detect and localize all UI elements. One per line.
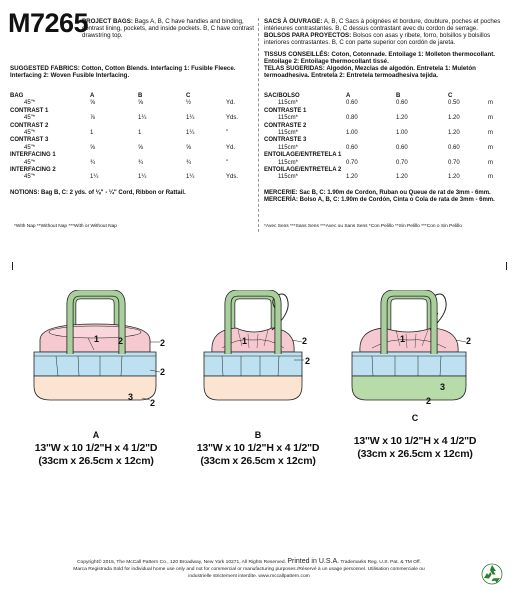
bag-c-label [330, 413, 500, 461]
yardage-metric-table-cell: 0.80 [346, 115, 358, 122]
yardage-en-header-row [10, 93, 250, 100]
crop-mark-left [12, 262, 13, 270]
yardage-metric-table-cell: 1.00 [396, 130, 408, 137]
yardage-en-table-cell: " [226, 159, 229, 166]
yardage-metric-table-row [264, 160, 504, 167]
yardage-en-table-row [10, 145, 250, 152]
yardage-en-table-cell: 1¼ [186, 174, 195, 181]
yardage-en-table-cell: 1¼ [186, 115, 195, 122]
yardage-metric-header-row [264, 93, 504, 100]
yardage-metric-table-cell: m [488, 100, 493, 107]
yardage-table-english [10, 93, 250, 182]
yardage-en-section-row [10, 123, 250, 130]
yardage-metric-table-cell: 1.20 [448, 115, 460, 122]
bag-c-green-bottom [352, 376, 466, 400]
yardage-metric-section-row [264, 167, 504, 174]
yardage-metric-table-cell: 115cm* [278, 144, 298, 151]
merceria-spanish: MERCERÍA: Bolso A, B, C: 1.90m de Cordón, Cinta o Cola de rata de 3mm - 6mm. [264, 197, 495, 203]
footer-line-1 [14, 559, 484, 567]
intro-french-spanish [264, 18, 502, 46]
yardage-metric-table-cell: 0.60 [346, 100, 358, 107]
yardage-en-table-cell: ⅞ [90, 115, 96, 122]
yardage-en-section-label: INTERFACING 1 [10, 152, 56, 159]
intro-english [82, 18, 254, 39]
yardage-metric-section-row [264, 108, 504, 115]
suggested-fabrics-french: TISSUS CONSEILLÉS: Coton, Cotonnade. Entoilage 1: Molleton thermocollant. Entoilage 2: Entoilage thermocollant tissé. [264, 51, 496, 66]
yardage-en-section-label: CONTRAST 2 [10, 122, 49, 129]
yardage-en-table-cell: ⅝ [90, 100, 96, 107]
yardage-en-table-cell: Yds. [226, 115, 239, 122]
bag-a-letter: A [92, 430, 100, 440]
bag-a-dimensions-inches: 13"W x 10 1/2"H x 4 1/2"D [34, 442, 158, 454]
yardage-metric-table-row [264, 145, 504, 152]
yardage-en-table-cell: 45"* [24, 174, 36, 181]
yardage-metric-table-cell: 1.20 [346, 174, 358, 181]
yardage-en-table-row [10, 130, 250, 137]
yardage-table-metric [264, 93, 504, 182]
yardage-metric-section-row [264, 123, 504, 130]
bag-c-callout-2-top: 2 [466, 336, 472, 346]
bag-a-callout-2-bottom: 2 [150, 398, 156, 408]
yardage-metric-header-cell: SAC/BOLSO [264, 93, 300, 99]
yardage-en-table-cell: 45"* [24, 144, 36, 151]
yardage-metric-table-cell: 0.60 [396, 144, 408, 151]
yardage-en-table-cell: ⅝ [186, 144, 192, 151]
yardage-metric-section-label: ENTOILAGE/ENTRETELA 1 [264, 152, 342, 159]
yardage-en-section-row [10, 167, 250, 174]
yardage-en-table-cell: Yds. [226, 174, 239, 181]
bag-b-callout-2-top: 2 [302, 336, 308, 346]
intro-english-title: PROJECT BAGS: [82, 18, 133, 25]
yardage-en-table-cell: ¾ [186, 159, 192, 166]
crop-mark-right [506, 262, 507, 270]
yardage-en-table-cell: Yd. [226, 100, 236, 107]
yardage-metric-table-row [264, 100, 504, 107]
bag-c-illustration [352, 293, 466, 400]
bag-b-dimensions-inches: 13"W x 10 1/2"H x 4 1/2"D [196, 442, 320, 454]
suggested-fabrics-fr-es [264, 51, 506, 79]
yardage-en-table-cell: ½ [186, 100, 192, 107]
yardage-en-table-cell: 45"* [24, 100, 36, 107]
bag-c-callout-2-bottom: 2 [426, 396, 432, 406]
yardage-metric-table-cell: 115cm* [278, 159, 298, 166]
bag-b-label [176, 430, 340, 468]
bag-a-bottom [34, 376, 156, 400]
yardage-en-table-cell: 45"* [24, 159, 36, 166]
yardage-metric-section-label: CONTRASTE 2 [264, 122, 307, 129]
footer-line-2: Marca Registrada Sold for individual home use only and not for commercial or manufacturing purposes./Réservé à un usage personnel. Utilisation commerciale ou [73, 566, 425, 572]
bag-a-callout-2-handle: 2 [118, 336, 124, 346]
yardage-en-table-cell: 1¼ [186, 130, 195, 137]
copyright-footer [14, 559, 484, 580]
bag-c-callout-3: 3 [440, 382, 446, 392]
yardage-en-table-cell: 45"* [24, 115, 36, 122]
yardage-metric-header-cell: B [396, 93, 401, 99]
yardage-metric-table-row [264, 115, 504, 122]
yardage-metric-header-cell [488, 93, 504, 100]
yardage-metric-header-cell: A [346, 93, 351, 99]
yardage-en-table-cell: 1 [90, 130, 94, 137]
yardage-en-table-cell: Yd. [226, 144, 236, 151]
yardage-en-table-cell: 1¼ [138, 115, 147, 122]
yardage-metric-table-row [264, 174, 504, 181]
yardage-metric-section-label: ENTOILAGE/ENTRETELA 2 [264, 167, 342, 174]
intro-french-title: SACS À OUVRAGE: [264, 18, 323, 25]
yardage-en-section-label: INTERFACING 2 [10, 167, 56, 174]
suggested-fabrics-english: SUGGESTED FABRICS: Cotton, Cotton Blends. Interfacing 1: Fusible Fleece. Interfacing 2: Woven Fusible Interfacing. [10, 65, 236, 80]
yardage-en-table-cell: ¾ [90, 159, 96, 166]
yardage-en-table-row [10, 115, 250, 122]
yardage-metric-table-cell: 0.50 [448, 100, 460, 107]
yardage-en-header-cell: C [186, 93, 191, 99]
yardage-en-table-cell: 1¼ [90, 174, 99, 181]
yardage-en-header-cell [226, 93, 250, 100]
yardage-metric-table-cell: 1.20 [396, 115, 408, 122]
yardage-metric-table-cell: 1.20 [448, 130, 460, 137]
yardage-metric-table-cell: 0.70 [396, 159, 408, 166]
yardage-metric-table-cell: 115cm* [278, 115, 298, 122]
bag-c-dimensions-cm: (33cm x 26.5cm x 12cm) [357, 448, 473, 460]
yardage-en-table-cell: 1 [138, 130, 142, 137]
yardage-metric-section-label: CONTRASTE 1 [264, 107, 307, 114]
bag-b-callout-1: 1 [242, 336, 248, 346]
yardage-metric-table-cell: 1.00 [346, 130, 358, 137]
yardage-en-section-row [10, 152, 250, 159]
yardage-metric-table-cell: 0.60 [448, 144, 460, 151]
yardage-en-section-label: CONTRAST 1 [10, 107, 49, 114]
bag-c-callout-1: 1 [400, 334, 406, 344]
intro-french-text: A, B, C Sacs à poignées et bordure, doublure, poches et poches intérieures contrastantes. B, C dessus contrastant avec du cordon de serrage. [264, 18, 501, 33]
yardage-en-table-cell: ⅝ [90, 144, 96, 151]
bag-a-illustration [34, 293, 160, 400]
notions-english [10, 190, 254, 197]
bag-a-callout-2-top: 2 [160, 338, 166, 348]
bag-a-dimensions-cm: (33cm x 26.5cm x 12cm) [38, 455, 154, 467]
yardage-en-table-cell: ⅝ [138, 144, 144, 151]
yardage-metric-table-cell: 115cm* [278, 130, 298, 137]
yardage-en-table-cell: ⅝ [138, 100, 144, 107]
yardage-en-section-row [10, 108, 250, 115]
pattern-number: M7265 [8, 8, 89, 38]
yardage-metric-table-row [264, 130, 504, 137]
nap-footnote-english: *With Nap **Without Nap ***With or Without Nap [14, 224, 117, 229]
intro-spanish-title: BOLSOS PARA PROYECTOS: [264, 32, 352, 40]
footer-trademarks: Trademarks Reg. U.S. Pat. & TM Off. [340, 560, 421, 565]
yardage-en-section-label: CONTRAST 3 [10, 137, 49, 144]
mercerie-french: MERCERIE: Sac B, C: 1.90m de Cordon, Ruban ou Queue de rat de 3mm - 6mm. [264, 190, 491, 196]
yardage-en-table-cell: " [226, 130, 229, 137]
yardage-metric-table-cell: 0.60 [346, 144, 358, 151]
yardage-en-table-cell: 1¼ [138, 174, 147, 181]
bag-a-callout-3: 3 [128, 392, 134, 402]
column-divider [258, 18, 259, 232]
yardage-en-header-cell: BAG [10, 93, 24, 99]
yardage-metric-table-cell: 0.70 [346, 159, 358, 166]
yardage-metric-table-cell: m [488, 174, 493, 181]
bag-c-dimensions-inches: 13"W x 10 1/2"H x 4 1/2"D [353, 435, 477, 447]
bag-a-label [14, 430, 178, 468]
yardage-metric-table-cell: m [488, 130, 493, 137]
recycle-icon [481, 563, 503, 585]
yardage-metric-table-cell: 115cm* [278, 100, 298, 107]
bag-a-callout-1: 1 [94, 334, 100, 344]
footer-copyright: Copyright© 2015, The McCall Pattern Co., 120 Broadway, New York 10271, All Rights Reserved. [77, 560, 286, 565]
yardage-metric-table-cell: m [488, 115, 493, 122]
footer-line-3: industrielle strictement interdite. www.mccallpattern.com [188, 573, 310, 579]
yardage-metric-section-row [264, 152, 504, 159]
bag-c-letter: C [411, 413, 419, 423]
intro-english-text: Bags A, B, C have handles and binding, contrast lining, pockets, and inside pockets. B, C have contrast drawstring top. [82, 18, 254, 40]
yardage-metric-table-cell: m [488, 144, 493, 151]
yardage-en-section-row [10, 137, 250, 144]
yardage-metric-section-label: CONTRASTE 3 [264, 137, 307, 144]
yardage-en-header-cell: B [138, 93, 143, 99]
yardage-metric-table-cell: 0.70 [448, 159, 460, 166]
yardage-metric-header-cell: C [448, 93, 453, 99]
bag-a-pocket-band [34, 352, 156, 376]
yardage-en-header-cell: A [90, 93, 95, 99]
suggested-fabrics-spanish: TELAS SUGERIDAS: Algodón, Mezclas de algodón. Entretela 1: Muletón termoadhesiva. Entretela 2: Entretela termoadhesiva tejida. [264, 65, 476, 80]
yardage-en-table-row [10, 160, 250, 167]
bag-b-letter: B [254, 430, 262, 440]
bag-a-callout-2-band: 2 [160, 367, 166, 377]
intro-spanish-text: Bolsos con asas y ribete, forro, bolsillos y bolsillos interiores contrastantes. B, C con parte superior con cordón de jareta. [264, 32, 491, 47]
yardage-en-table-row [10, 174, 250, 181]
yardage-en-table-cell: ¾ [138, 159, 144, 166]
yardage-metric-table-cell: 1.20 [396, 174, 408, 181]
bag-b-dimensions-cm: (33cm x 26.5cm x 12cm) [200, 455, 316, 467]
yardage-metric-table-cell: 1.20 [448, 174, 460, 181]
yardage-metric-section-row [264, 137, 504, 144]
footer-printed: Printed in U.S.A. [287, 558, 340, 565]
bag-b-callout-2-band: 2 [305, 356, 311, 366]
notions-text: NOTIONS: Bag B, C: 2 yds. of ⅛" - ¼" Cord, Ribbon or Rattail. [10, 190, 186, 196]
yardage-en-table-row [10, 100, 250, 107]
yardage-en-table-cell: 45"* [24, 130, 36, 137]
yardage-metric-table-cell: 0.60 [396, 100, 408, 107]
yardage-metric-table-cell: 115cm* [278, 174, 298, 181]
bag-b-illustration [204, 293, 304, 400]
notions-french-spanish [264, 190, 504, 204]
nap-footnote-fr-es: *Avec Sens ***Sans Sens ***Avec ou Sans Sens *Con Pelillo **Sin Pelillo ***Con o Sin Pelillo [264, 224, 462, 229]
yardage-metric-table-cell: m [488, 159, 493, 166]
